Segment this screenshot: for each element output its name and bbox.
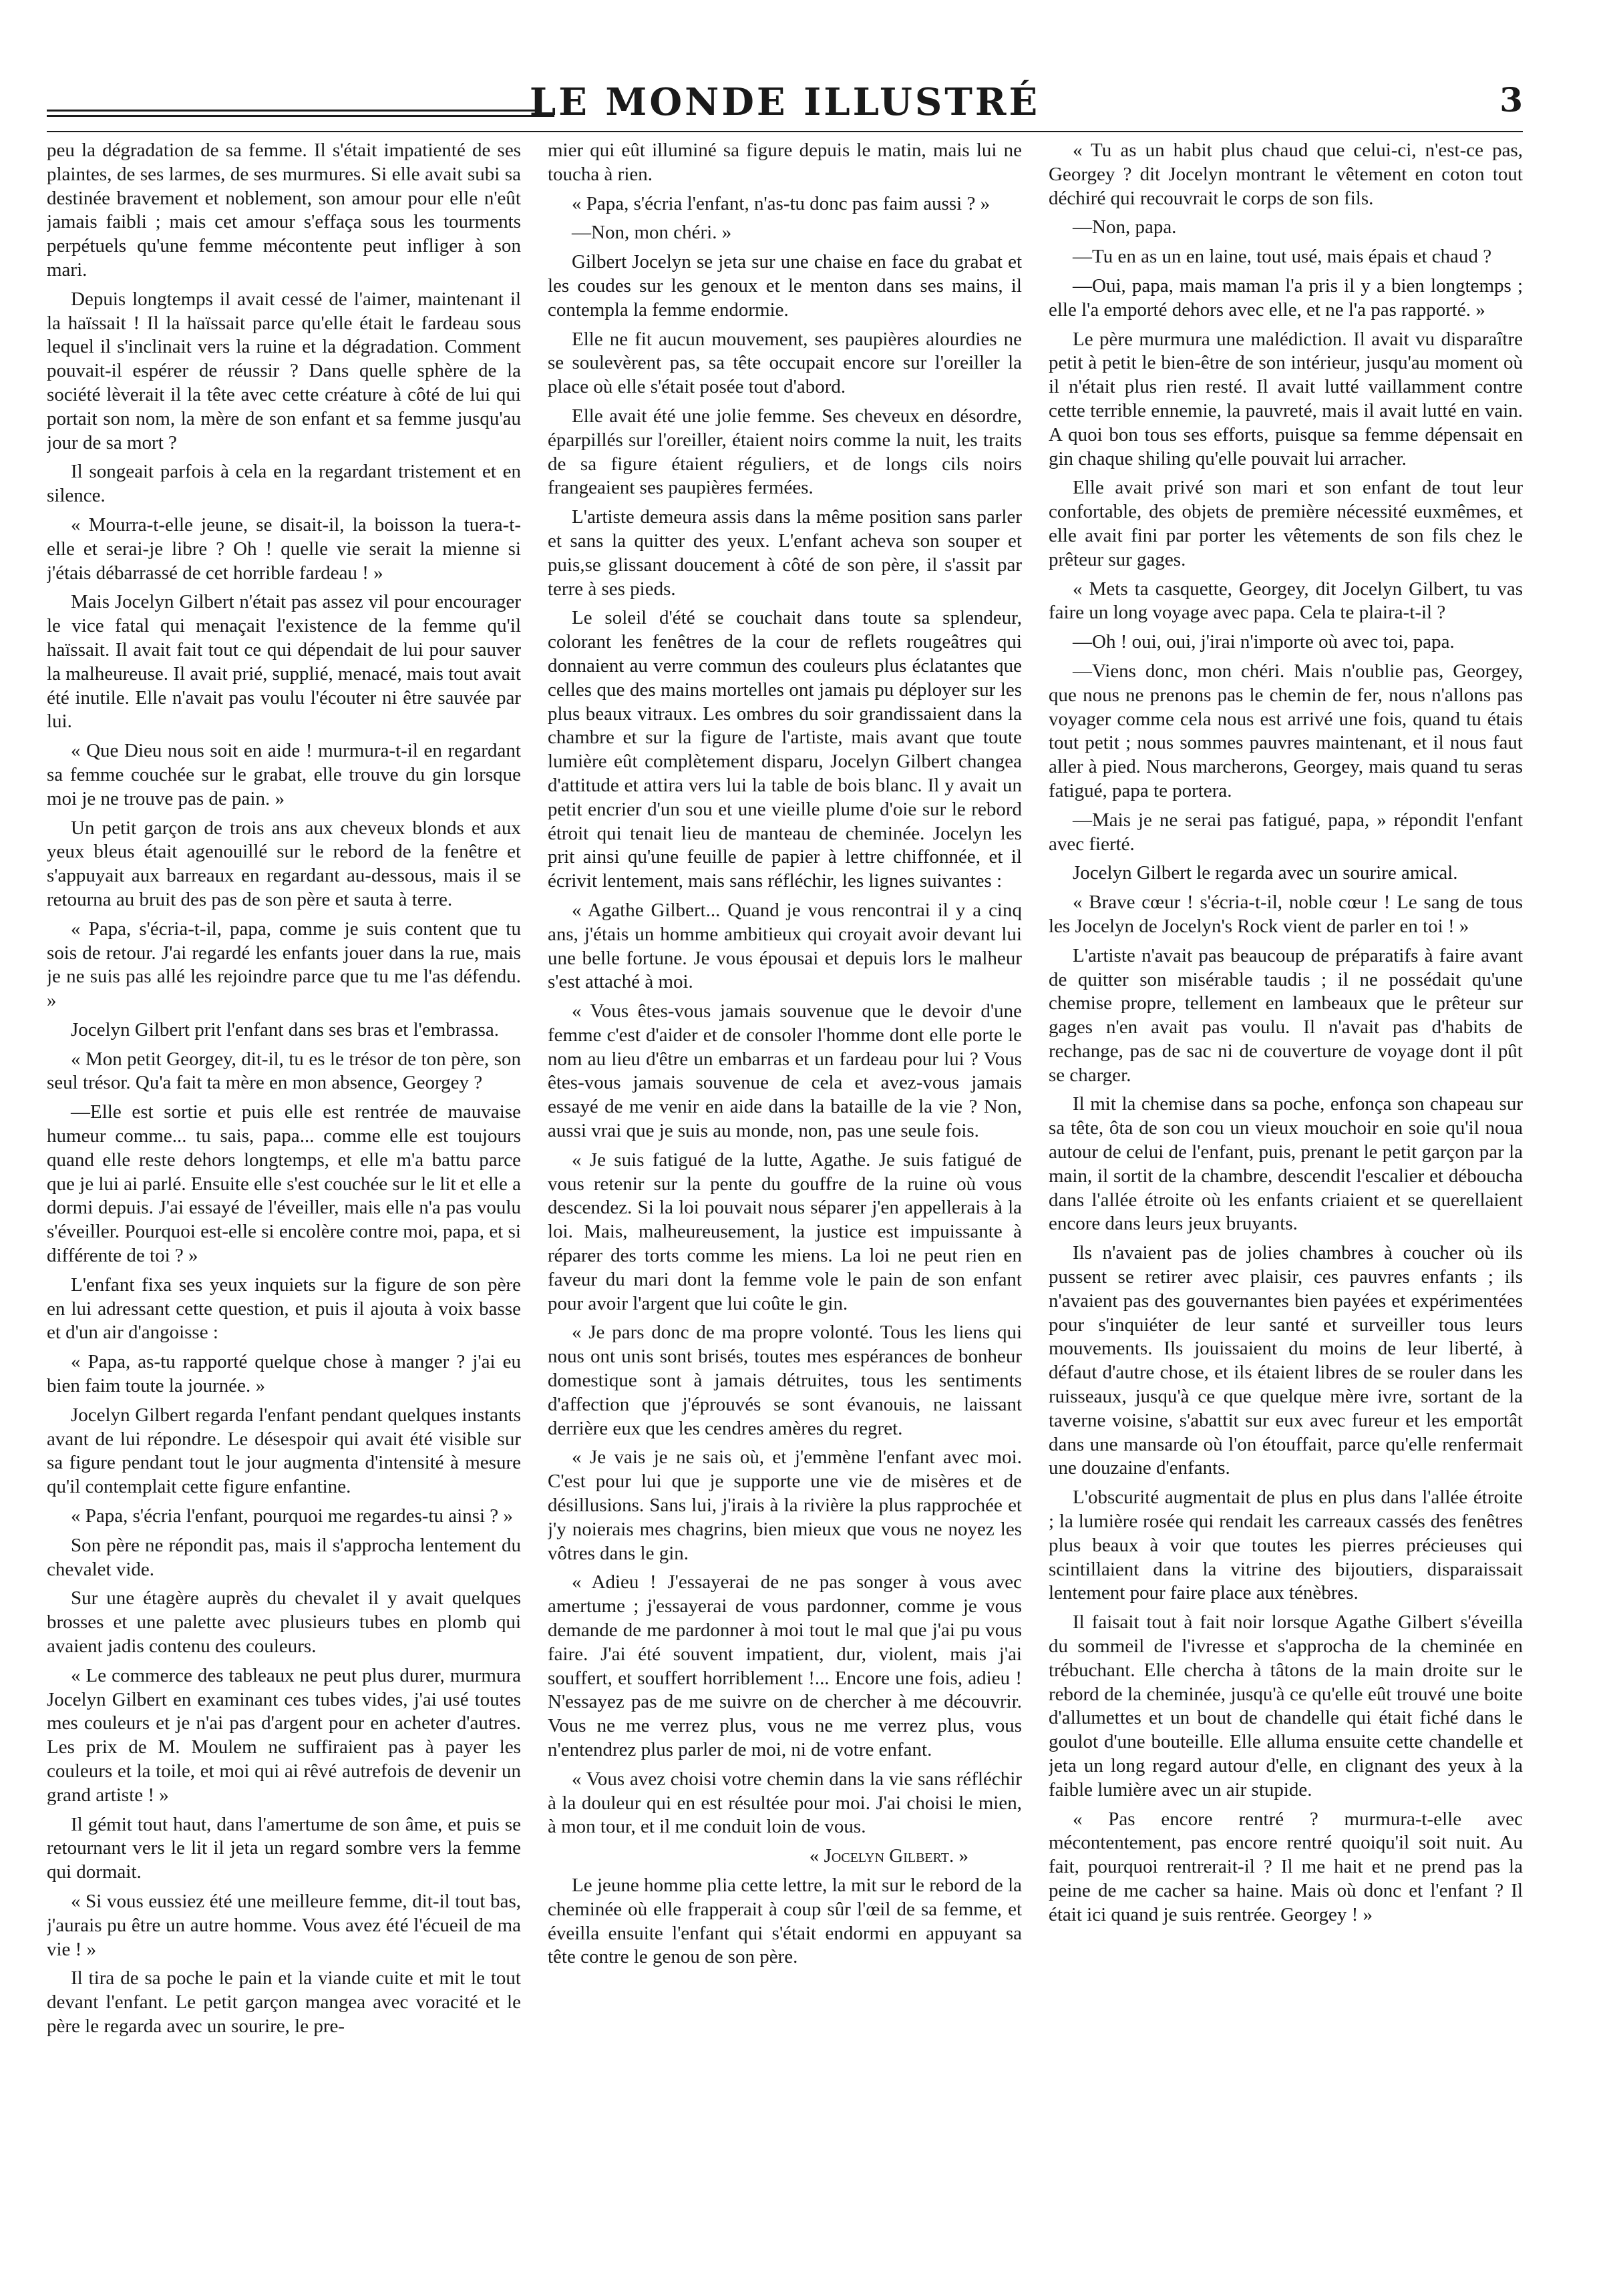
paragraph: « Le commerce des tableaux ne peut plus durer, murmura Jocelyn Gilbert en examinant ces tubes vides, j'ai usé toutes mes couleurs et je n'ai pas d'argent pour en acheter d'autres. Les prix de M. Moulem ne suffiraient pas à payer les couleurs et la toile, et moi qui ai rêvé autrefois de devenir un grand artiste ! » (47, 1664, 521, 1806)
paragraph: —Oh ! oui, oui, j'irai n'importe où avec toi, papa. (1073, 631, 1455, 653)
paragraph: Sur une étagère auprès du chevalet il y avait quelques brosses et une palette avec plusieurs tubes en plomb qui avaient jadis contenu des couleurs. (47, 1587, 521, 1658)
paragraph: peu la dégradation de sa femme. Il s'était impatienté de ses plaintes, de ses larmes, de ses murmures. Si elle avait subi sa destinée bravement et noblement, son amour pour elle n'eût jamais faibli ; mais cet amour s'effaça sous les tourments perpétuels qu'une femme mécontente peut infliger à son mari. (47, 140, 521, 280)
paragraph: « Je suis fatigué de la lutte, Agathe. Je suis fatigué de vous retenir sur la pente du gouffre de la ruine où vous descendez. Si la loi pouvait nous séparer j'en appellerais à la loi. Mais, malheureusement, la justice est impuissante à réparer des torts comme les miens. La loi ne peut rien en faveur du mari dont la femme vole le pain de son enfant pour avoir l'argent que lui coûte le gin. (548, 1149, 1022, 1314)
paragraph: —Non, papa. (1073, 216, 1177, 238)
paragraph: Elle ne fit aucun mouvement, ses paupières alourdies ne se soulevèrent pas, sa tête occupait encore sur l'oreiller la place où elle s'était posée tout d'abord. (548, 328, 1022, 398)
paragraph: —Tu en as un en laine, tout usé, mais épais et chaud ? (1073, 246, 1492, 268)
paragraph: Jocelyn Gilbert le regarda avec un sourire amical. (1073, 862, 1458, 884)
paragraph: « Papa, as-tu rapporté quelque chose à manger ? j'ai eu bien faim toute la journée. » (47, 1351, 521, 1397)
text-column-3 (1049, 139, 1523, 2249)
paragraph: L'obscurité augmentait de plus en plus dans l'allée étroite ; la lumière rosée qui rendait les carreaux cassés des fenêtres plus beaux à voir que toutes les pierres précieuses qui scintillaient dans la vitrine des bijoutiers, disparaissait lentement pour faire place aux ténèbres. (1049, 1487, 1523, 1604)
paragraph: Depuis longtemps il avait cessé de l'aimer, maintenant il la haïssait ! Il la haïssait parce qu'elle était le fardeau sous lequel il s'inclinait vers la ruine et la dégradation. Comment pouvait-il espérer de réussir ? Dans quelle sphère de la société lèverait il la tête avec cette créature à côté de lui qui portait son nom, la mère de son enfant et sa femme jusqu'au jour de sa mort ? (47, 288, 521, 453)
paragraph: « Mon petit Georgey, dit-il, tu es le trésor de ton père, son seul trésor. Qu'a fait ta mère en mon absence, Georgey ? (47, 1048, 521, 1094)
text-column-2 (548, 139, 1022, 2249)
paragraph: —Elle est sortie et puis elle est rentrée de mauvaise humeur comme... tu sais, papa... comme elle est toujours quand elle reste dehors longtemps, et elle m'a battu parce que je lui ai parlé. Ensuite elle s'est couchée sur le lit et elle a dormi depuis. J'ai essayé de l'éveiller, mais elle n'a pas voulu s'éveiller. Pourquoi est-elle si encolère contre moi, papa, et si différente de toi ? » (47, 1101, 521, 1267)
paragraph: « Mourra-t-elle jeune, se disait-il, la boisson la tuera-t-elle et serai-je libre ? Oh ! quelle vie serait la mienne si j'étais débarrassé de cet horrible fardeau ! » (47, 514, 521, 584)
masthead (47, 80, 1523, 134)
paragraph: « Brave cœur ! s'écria-t-il, noble cœur ! Le sang de tous les Jocelyn de Jocelyn's Rock vient de parler en toi ! » (1049, 892, 1523, 937)
paragraph: mier qui eût illuminé sa figure depuis le matin, mais lui ne toucha à rien. (548, 140, 1022, 185)
letter-signature: « Jocelyn Gilbert. » (809, 1845, 968, 1867)
paragraph: L'enfant fixa ses yeux inquiets sur la figure de son père en lui adressant cette question, et puis il ajouta à voix basse et d'un air d'angoisse : (47, 1274, 521, 1344)
paragraph: Le père murmura une malédiction. Il avait vu disparaître petit à petit le bien-être de son intérieur, jusqu'au moment où il n'était plus rien resté. Il avait lutté vaillamment contre cette terrible ennemie, la pauvreté, mais il avait lutté en vain. A quoi bon tous ses efforts, puisque sa femme dépensait en gin chaque shiling qu'elle pouvait lui arracher. (1049, 328, 1523, 469)
paragraph: Ils n'avaient pas de jolies chambres à coucher où ils pussent se retirer avec plaisir, ces pauvres enfants ; ils n'avaient pas des gouvernantes bien payées et expérimentées pour s'inquiéter de leur santé et surveiller tous leurs mouvements. Ils jouissaient du moins de leur liberté, à défaut d'autre chose, et ils étaient libres de se rouler dans les ruisseaux, jusqu'à ce que quelque mère ivre, sortant de la taverne voisine, s'abattit sur eux avec fureur et les emportât dans une mansarde où l'on étouffait, parce qu'elle renfermait une douzaine d'enfants. (1049, 1242, 1523, 1479)
paragraph: Il songeait parfois à cela en la regardant tristement et en silence. (47, 461, 521, 507)
paragraph: Il faisait tout à fait noir lorsque Agathe Gilbert s'éveilla du sommeil de l'ivresse et s'approcha de la cheminée en trébuchant. Elle chercha à tâtons de la main droite sur le rebord de la cheminée, jusqu'à ce qu'elle eût trouvé une boite d'allumettes et un bout de chandelle qui était fiché dans le goulot d'une bouteille. Elle alluma ensuite cette chandelle et jeta un long regard autour d'elle, en clignant des yeux à la faible lumière avec un air stupide. (1049, 1611, 1523, 1800)
paragraph: « Papa, s'écria l'enfant, n'as-tu donc pas faim aussi ? » (572, 192, 991, 214)
newspaper-title: LE MONDE ILLUSTRÉ (529, 80, 1041, 124)
paragraph: L'artiste n'avait pas beaucoup de préparatifs à faire avant de quitter son misérable taudis ; il ne possédait qu'une chemise propre, tellement en lambeaux que le prêteur sur gages n'en avait pas voulu. Il n'avait pas d'habits de rechange, pas de sac ni de couverture de voyage dont il pût se charger. (1049, 944, 1523, 1086)
paragraph: —Oui, papa, mais maman l'a pris il y a bien longtemps ; elle l'a emporté dehors avec elle, et ne l'a pas rapporté. » (1049, 274, 1523, 321)
paragraph: « Papa, s'écria-t-il, papa, comme je suis content que tu sois de retour. J'ai regardé les enfants jouer dans la rue, mais je ne suis pas allé les rejoindre parce que tu me l'as défendu. » (47, 918, 521, 1012)
paragraph: « Vous êtes-vous jamais souvenue que le devoir d'une femme c'est d'aider et de consoler l'homme dont elle porte le nom au lieu d'être un embarras et un fardeau pour lui ? Vous êtes-vous jamais souvenue de cela et avez-vous jamais essayé de me venir en aide dans la bataille de la vie ? Non, aussi vrai que je suis au monde, non, pas une seule fois. (548, 1000, 1022, 1142)
paragraph: « Je pars donc de ma propre volonté. Tous les liens qui nous ont unis sont brisés, toutes mes espérances de bonheur domestique sont à jamais détruites, tous les sentiments d'affection que j'éprouvés se sont évanouis, ne laissant derrière eux que les cendres amères du regret. (548, 1322, 1022, 1439)
paragraph: —Viens donc, mon chéri. Mais n'oublie pas, Georgey, que nous ne prenons pas le chemin de fer, nous n'allons pas voyager comme cela nous est arrivé une fois, quand tu étais tout petit ; nous sommes pauvres maintenant, et il nous faut aller à pied. Nous marcherons, Georgey, mais quand tu seras fatigué, papa te portera. (1049, 660, 1523, 801)
page-number: 3 (1499, 80, 1523, 120)
paragraph: Son père ne répondit pas, mais il s'approcha lentement du chevalet vide. (47, 1534, 521, 1580)
paragraph: « Que Dieu nous soit en aide ! murmura-t-il en regardant sa femme couchée sur le grabat, elle trouve du gin lorsque moi je ne trouve pas de pain. » (47, 740, 521, 809)
paragraph: Elle avait privé son mari et son enfant de tout leur confortable, des objets de première nécessité euxmêmes, et elle avait fini par porter les vêtements de son fils chez le prêteur sur gages. (1049, 477, 1523, 570)
masthead-rule-bottom (47, 131, 1523, 132)
paragraph: Jocelyn Gilbert regarda l'enfant pendant quelques instants avant de lui répondre. Le désespoir qui avait été visible sur sa figure pendant tout le jour augmenta d'intensité à mesure qu'il contemplait cette figure enfantine. (47, 1404, 521, 1498)
paragraph: « Tu as un habit plus chaud que celui-ci, n'est-ce pas, Georgey ? dit Jocelyn montrant le vêtement en coton tout déchiré qui recouvrait le corps de son fils. (1049, 140, 1523, 209)
paragraph: Elle avait été une jolie femme. Ses cheveux en désordre, éparpillés sur l'oreiller, étaient noirs comme la nuit, les traits de sa figure étaient réguliers, et de longs cils noirs frangeaient ses paupières fermées. (548, 405, 1022, 499)
paragraph: Un petit garçon de trois ans aux cheveux blonds et aux yeux bleus était agenouillé sur le rebord de la fenêtre et s'appuyait aux barreaux en regardant au-dessous, mais il se retourna au bruit des pas de son père et sauta à terre. (47, 817, 521, 910)
paragraph: « Mets ta casquette, Georgey, dit Jocelyn Gilbert, tu vas faire un long voyage avec papa. Cela te plaira-t-il ? (1049, 578, 1523, 624)
paragraph: —Non, mon chéri. » (572, 222, 732, 244)
paragraph: Le soleil d'été se couchait dans toute sa splendeur, colorant les fenêtres de la cour de reflets rougeâtres qui donnaient au verre commun des couleurs plus éclatantes que celles que des mains mortelles ont jamais pu déployer sur les plus beaux vitraux. Les ombres du soir grandissaient dans la chambre et sur la figure de l'artiste, mais avant que toute lumière eût complètement disparu, Jocelyn Gilbert changea d'attitude et attira vers lui la table de bois blanc. Il y avait un petit encrier d'un sou et une vieille plume d'oie sur le rebord étroit qui tenait lieu de manteau de cheminée. Jocelyn les prit ainsi qu'une feuille de papier à lettre chiffonnée, et il écrivit lentement, mais sans réfléchir, les lignes suivantes : (548, 607, 1022, 892)
paragraph: « Si vous eussiez été une meilleure femme, dit-il tout bas, j'aurais pu être un autre homme. Vous avez été l'écueil de ma vie ! » (47, 1890, 521, 1960)
paragraph: Jocelyn Gilbert prit l'enfant dans ses bras et l'embrassa. (71, 1018, 500, 1040)
paragraph: « Agathe Gilbert... Quand je vous rencontrai il y a cinq ans, j'étais un homme ambitieux qui croyait avoir devant lui une belle fortune. Je vous épousai et depuis lors le malheur s'est attaché à moi. (548, 899, 1022, 993)
paragraph: Il mit la chemise dans sa poche, enfonça son chapeau sur sa tête, ôta de son cou un vieux mouchoir en soie qu'il noua autour de celui de l'enfant, puis, prenant le petit garçon par la main, il sortit de la chambre, descendit l'escalier et déboucha dans l'allée étroite où les enfants criaient et se querellaient encore dans leurs jeux bruyants. (1049, 1093, 1523, 1235)
text-column-1 (47, 139, 521, 2249)
paragraph: L'artiste demeura assis dans la même position sans parler et sans la quitter des yeux. L'enfant acheva son souper et puis,se glissant doucement à côté de son père, il s'assit par terre à ses pieds. (548, 506, 1022, 600)
article-columns (47, 139, 1523, 2249)
paragraph: —Mais je ne serai pas fatigué, papa, » répondit l'enfant avec fierté. (1049, 809, 1523, 855)
paragraph: « Je vais je ne sais où, et j'emmène l'enfant avec moi. C'est pour lui que je supporte une vie de misères et de désillusions. Sans lui, j'irais à la rivière la plus rapprochée et j'y noierais mes chagrins, bien mieux que vous ne noyez les vôtres dans le gin. (548, 1447, 1022, 1564)
paragraph: « Papa, s'écria l'enfant, pourquoi me regardes-tu ainsi ? » (71, 1505, 513, 1527)
paragraph: « Pas encore rentré ? murmura-t-elle avec mécontentement, pas encore rentré quoiqu'il soit nuit. Au fait, pourquoi rentrerait-il ? Il me hait et ne prend pas la peine de me cacher sa haine. Mais où donc et l'enfant ? Il était ici quand je suis rentrée. Georgey ! » (1049, 1808, 1523, 1925)
paragraph: Il gémit tout haut, dans l'amertume de son âme, et puis se retournant vers le lit il jeta un regard sombre vers la femme qui dormait. (47, 1813, 521, 1883)
paragraph: « Adieu ! J'essayerai de ne pas songer à vous avec amertume ; j'essayerai de vous pardonner, comme je vous demande de me pardonner à moi tout le mal que j'ai pu vous faire. J'ai été souvent impatient, dur, violent, mais j'ai souffert, et souffert horriblement !... Encore une fois, adieu ! N'essayez pas de me suivre on de chercher à me découvrir. Vous ne me verrez plus, vous ne me verrez plus, vous n'entendrez plus parler de moi, ni de votre enfant. (548, 1571, 1022, 1760)
paragraph: Le jeune homme plia cette lettre, la mit sur le rebord de la cheminée où elle frapperait à coup sûr l'œil de sa femme, et éveilla ensuite l'enfant qui s'était endormi en appuyant sa tête contre le genou de son père. (548, 1874, 1022, 1968)
paragraph: « Vous avez choisi votre chemin dans la vie sans réfléchir à la douleur qui en est résultée pour moi. J'ai choisi le mien, à mon tour, et il me conduit loin de vous. (548, 1768, 1022, 1838)
paragraph: Gilbert Jocelyn se jeta sur une chaise en face du grabat et les coudes sur les genoux et le menton dans ses mains, il contempla la femme endormie. (548, 251, 1022, 321)
paragraph: Mais Jocelyn Gilbert n'était pas assez vil pour encourager le vice fatal qui menaçait l'existence de la femme qu'il haïssait. Il avait fait tout ce qui dépendait de lui pour sauver la malheureuse. Il avait prié, supplié, menacé, mais tout avait été inutile. Elle n'avait pas voulu l'écouter ni être sauvée par lui. (47, 591, 521, 733)
paragraph: Il tira de sa poche le pain et la viande cuite et mit le tout devant l'enfant. Le petit garçon mangea avec voracité et le père le regarda avec un sourire, le pre- (47, 1967, 521, 2037)
